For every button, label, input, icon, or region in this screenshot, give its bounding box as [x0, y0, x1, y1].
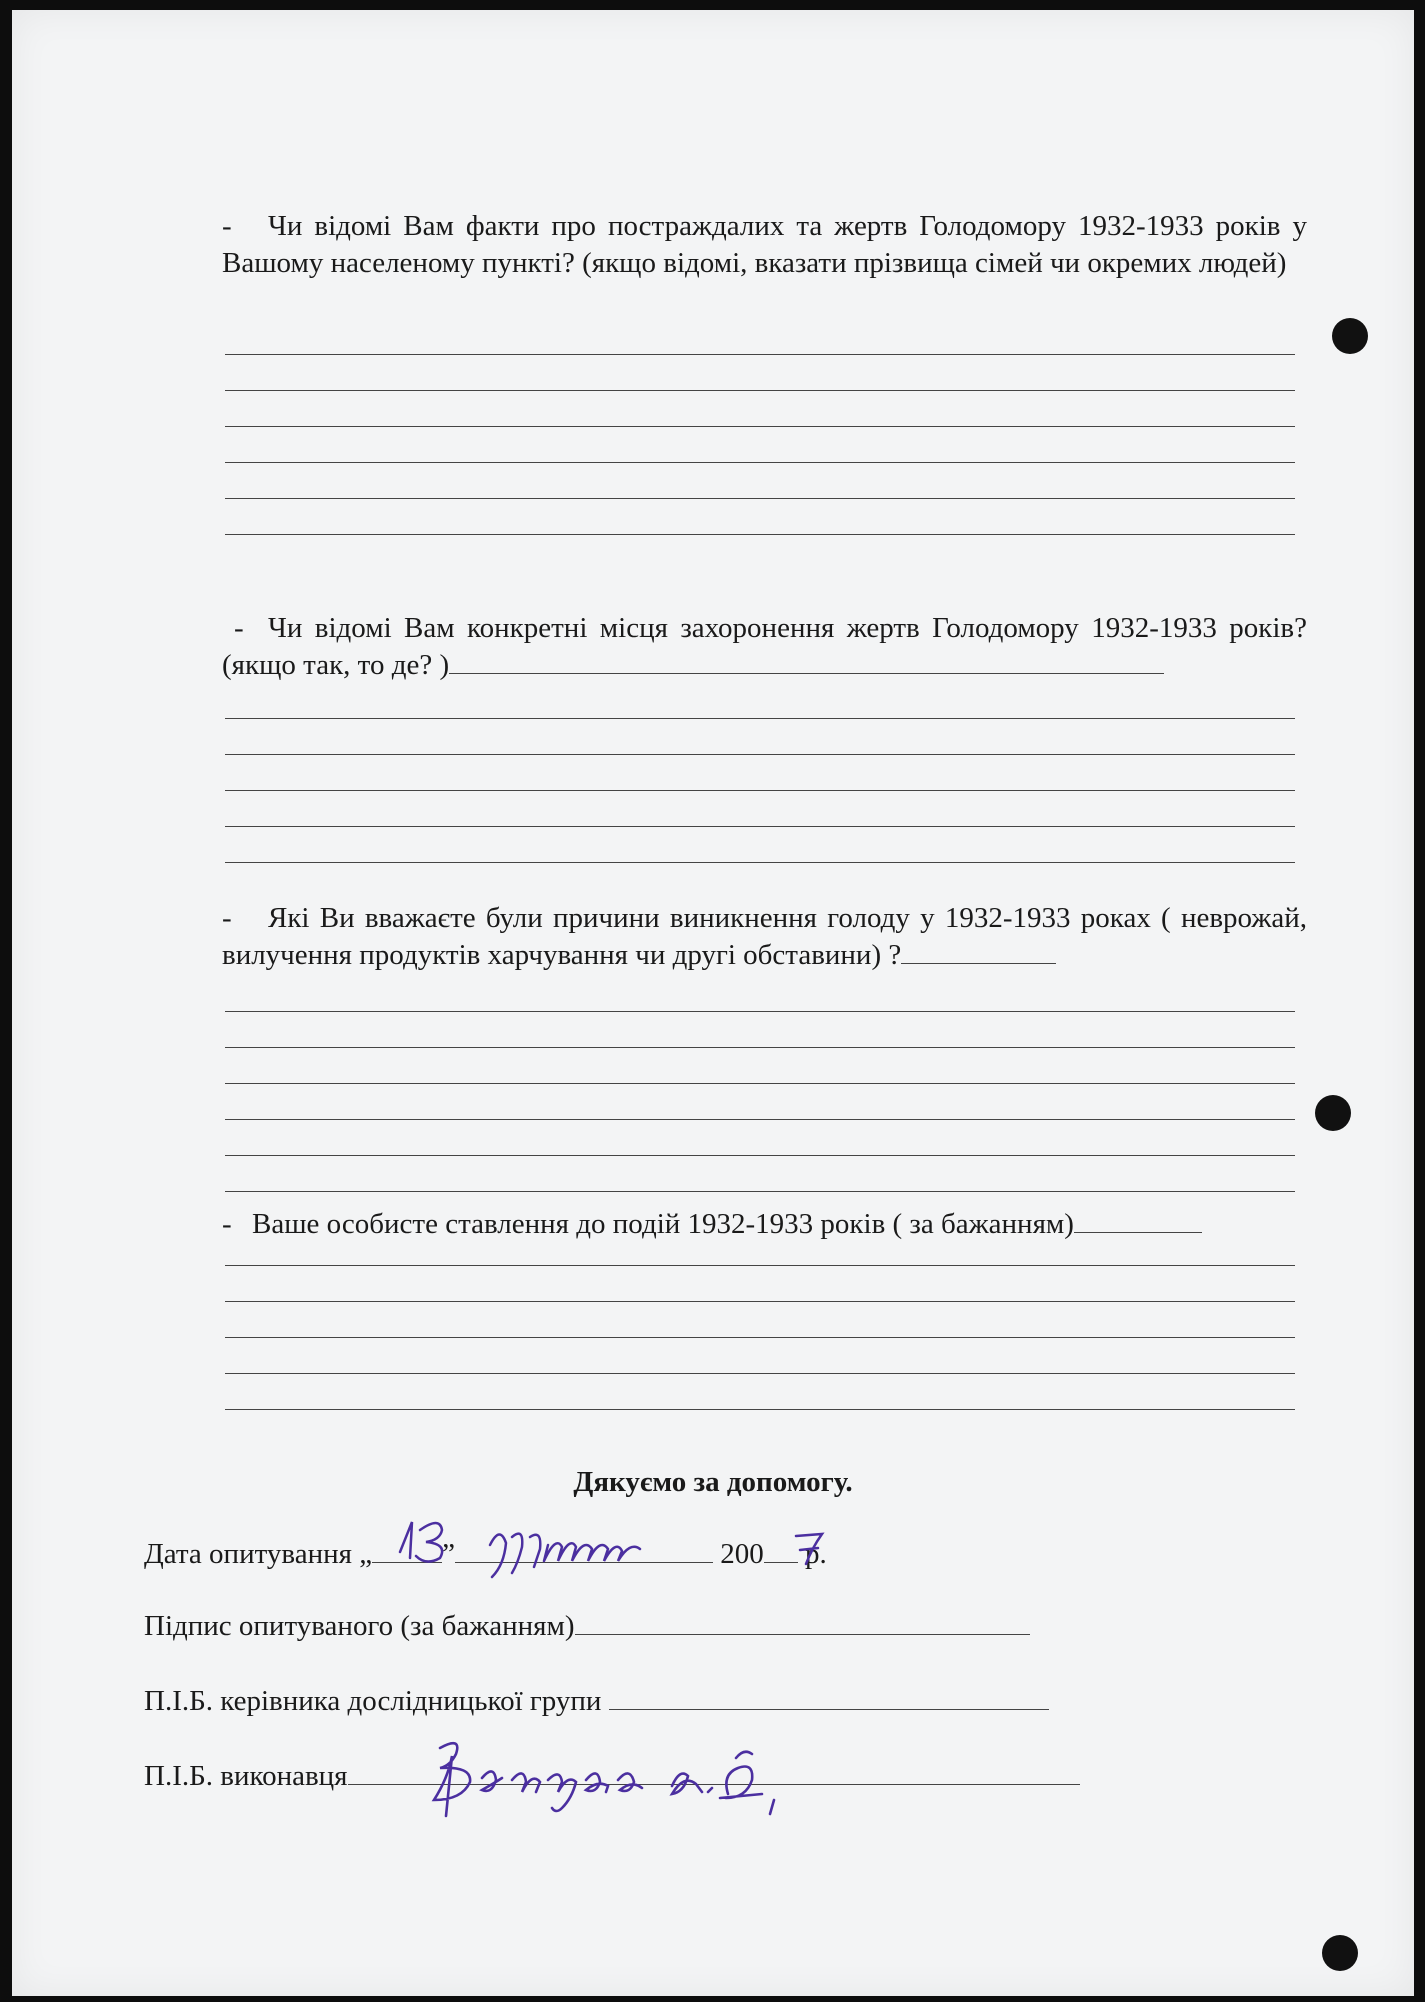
answer-line[interactable]: [225, 354, 1295, 355]
executor-label: П.І.Б. виконавця: [144, 1760, 348, 1792]
questionnaire-page: [12, 10, 1414, 1996]
respondent-signature-field[interactable]: [575, 1612, 1030, 1635]
handwritten-day: [390, 1510, 470, 1570]
year-suffix: р.: [804, 1538, 827, 1570]
handwritten-year-digit: [790, 1528, 830, 1568]
punch-hole: [1332, 318, 1368, 354]
list-dash: -: [222, 1208, 232, 1240]
group-leader-line: [144, 1685, 1049, 1718]
respondent-signature-label: Підпис опитуваного (за бажанням): [144, 1610, 575, 1642]
question-2: [222, 610, 1307, 684]
list-dash: -: [222, 902, 232, 934]
list-dash: -: [234, 612, 244, 644]
list-dash: -: [222, 210, 232, 242]
answer-line[interactable]: [225, 1191, 1295, 1192]
answer-line[interactable]: [225, 1409, 1295, 1410]
answer-line[interactable]: [225, 1155, 1295, 1156]
answer-line[interactable]: [225, 390, 1295, 391]
handwritten-month: [482, 1515, 682, 1585]
answer-line[interactable]: [225, 826, 1295, 827]
question-3-text: Які Ви вважаєте були причини виникнення голоду у 1932-1933 роках ( неврожай, вилучення продуктів харчування чи другі обставини) ?: [222, 902, 1307, 971]
question-4-text: Ваше особисте ставлення до подій 1932-1933 років ( за бажанням): [252, 1208, 1074, 1240]
answer-line[interactable]: [225, 426, 1295, 427]
respondent-signature-line: [144, 1610, 1030, 1643]
question-3: [222, 900, 1307, 974]
answer-line[interactable]: [225, 1373, 1295, 1374]
answer-blank[interactable]: [901, 963, 1056, 964]
answer-line[interactable]: [225, 1011, 1295, 1012]
answer-line[interactable]: [225, 498, 1295, 499]
answer-line[interactable]: [225, 718, 1295, 719]
answer-line[interactable]: [225, 462, 1295, 463]
answer-line[interactable]: [225, 862, 1295, 863]
answer-blank[interactable]: [449, 673, 1164, 674]
open-quote: „: [359, 1538, 373, 1570]
year-prefix: 200: [720, 1538, 764, 1570]
answer-line[interactable]: [225, 1083, 1295, 1084]
group-leader-field[interactable]: [609, 1687, 1049, 1710]
answer-line[interactable]: [225, 790, 1295, 791]
punch-hole: [1322, 1935, 1358, 1971]
answer-line[interactable]: [225, 1337, 1295, 1338]
handwritten-executor-name: [422, 1728, 842, 1828]
survey-date-label: Дата опитування: [144, 1538, 352, 1570]
thanks-heading: Дякуємо за допомогу.: [573, 1466, 853, 1498]
question-4: [222, 1206, 1307, 1243]
question-1: [222, 208, 1307, 282]
group-leader-label: П.І.Б. керівника дослідницької групи: [144, 1685, 602, 1717]
answer-blank[interactable]: [1074, 1232, 1202, 1233]
answer-line[interactable]: [225, 1119, 1295, 1120]
question-2-text: Чи відомі Вам конкретні місця захоронення жертв Голодомору 1932-1933 років? (якщо так, то де? ): [222, 612, 1307, 681]
question-1-text: Чи відомі Вам факти про постраждалих та жертв Голодомору 1932-1933 років у Вашому населеному пункті? (якщо відомі, вказати прізвища сімей чи окремих людей): [222, 210, 1307, 279]
answer-line[interactable]: [225, 1301, 1295, 1302]
answer-line[interactable]: [225, 1265, 1295, 1266]
answer-line[interactable]: [225, 534, 1295, 535]
punch-hole: [1315, 1095, 1351, 1131]
answer-line[interactable]: [225, 1047, 1295, 1048]
answer-line[interactable]: [225, 754, 1295, 755]
close-quote: ”: [442, 1538, 455, 1570]
